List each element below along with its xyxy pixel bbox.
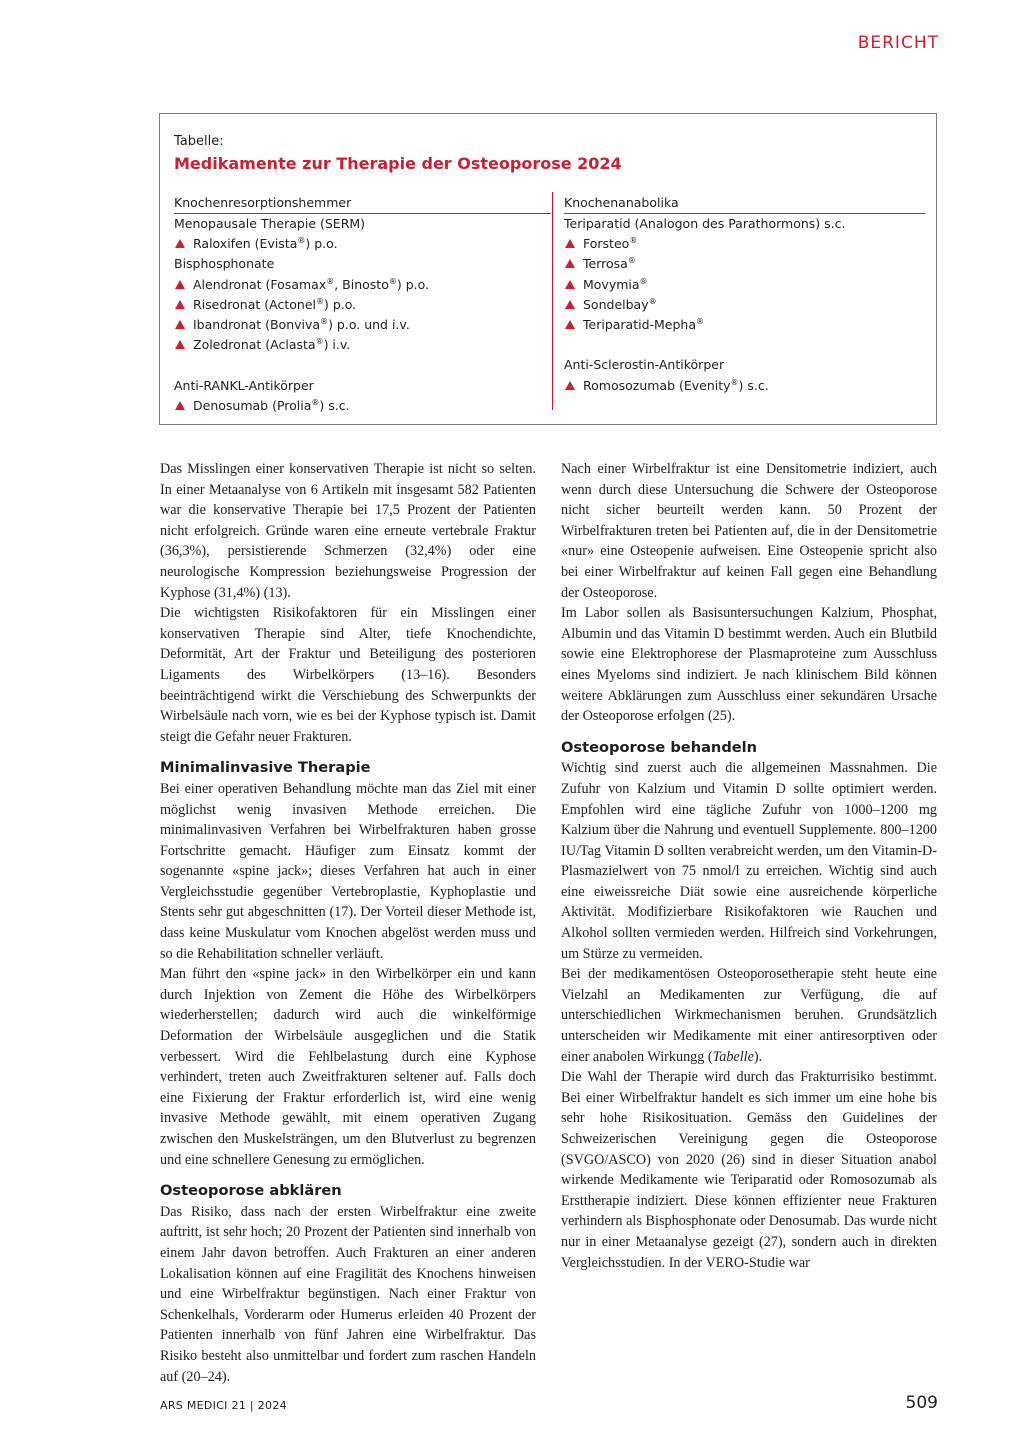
section-heading-minimalinvasive: Minimalinvasive Therapie <box>160 759 371 777</box>
text-column-left <box>160 459 536 1387</box>
table-item: Movymia® <box>564 275 925 295</box>
table-item: Teriparatid-Mepha® <box>564 315 925 335</box>
paragraph: Die wichtigsten Risikofaktoren für ein Misslingen einer konservativen Therapie sind Alter, tiefe Knochendichte, Deformität, Art der Fraktur und Beteiligung des posterioren Ligaments des Wirbelkörpers (13–16). Besonders beeinträchtigend wirkt die Verschiebung des Schwerpunkts der Wirbelsäule nach vorn, wie es bei der Kyphose typisch ist. Damit steigt die Gefahr neuer Frakturen. <box>160 605 536 745</box>
table-label: Tabelle: <box>174 134 224 149</box>
table-item: Denosumab (Prolia®) s.c. <box>174 396 551 416</box>
triangle-bullet-icon <box>175 401 185 410</box>
text-column-right <box>561 459 937 1273</box>
table-category: Anti-Sclerostin-Antikörper <box>564 357 725 373</box>
triangle-bullet-icon <box>565 300 575 309</box>
section-label: BERICHT <box>857 33 939 53</box>
table-category: Teriparatid (Analogon des Parathormons) s.c. <box>564 216 846 231</box>
table-right-column <box>564 194 925 396</box>
table-category: Bisphosphonate <box>174 256 275 272</box>
table-item: Sondelbay® <box>564 295 925 315</box>
table-item: Forsteo® <box>564 234 925 254</box>
medication-table <box>159 113 937 425</box>
paragraph: Wichtig sind zuerst auch die allgemeinen Massnahmen. Die Zufuhr von Kalzium und Vitamin D sollte optimiert werden. Empfohlen wird eine tägliche Zufuhr von 1000–1200 mg Kalzium über die Nahrung und eventuell Supplemente. 800–1200 IU/Tag Vitamin D sollten verabreicht werden, um den Vitamin-D-Plasmazielwert von 75 nmol/l zu erreichen. Wichtig sind auch eine eiweissreiche Diät sowie eine ausreichende körperliche Aktivität. Modifizierbare Risikofaktoren wie Rauchen und Alkohol sollten vermieden werden. Hilfreich sind Vorkehrungen, um Stürze zu vermeiden. <box>561 760 937 962</box>
spacer <box>174 355 551 375</box>
triangle-bullet-icon <box>565 320 575 329</box>
triangle-bullet-icon <box>175 280 185 289</box>
paragraph: Bei einer operativen Behandlung möchte man das Ziel mit einer möglichst wenig invasiven Methode erreichen. Die minimalinvasiven Verfahren bei Wirbelfrakturen haben grosse Fortschritte gemacht. Häufiger zum Einsatz kommt der sogenannte «spine jack»; dieses Verfahren hat auch in einer Vergleichsstudie gegenüber Vertebroplastie, Kyphoplastie und Stents sehr gut abgeschnitten (17). Der Vorteil dieser Methode ist, dass keine Muskulatur vom Knochen abgelöst werden muss und so die Rehabilitation schneller verläuft. <box>160 780 536 962</box>
triangle-bullet-icon <box>565 259 575 268</box>
spacer <box>564 335 925 355</box>
paragraph: Nach einer Wirbelfraktur ist eine Densitometrie indiziert, auch wenn durch diese Untersuchung die Schwere der Osteoporose nicht sicher beurteilt werden kann. 50 Prozent der Wirbelfrakturen treten bei Patienten auf, die in der Densitometrie «nur» eine Osteopenie aufweisen. Eine Osteopenie spricht also bei einer Wirbelfraktur auf keinen Fall gegen eine Behandlung der Osteoporose. <box>561 461 937 601</box>
triangle-bullet-icon <box>175 239 185 248</box>
section-heading-behandeln: Osteoporose behandeln <box>561 738 758 756</box>
paragraph: Im Labor sollen als Basisuntersuchungen Kalzium, Phosphat, Albumin und das Vitamin D bestimmt werden. Auch ein Blutbild sowie eine Elektrophorese der Plasmaproteine zum Ausschluss eines Myeloms sind indiziert. Je nach klinischem Bild können weitere Abklärungen zum Ausschluss einer sekundären Ursache der Osteoporose erfolgen (25). <box>561 605 937 725</box>
table-item: Terrosa® <box>564 254 925 274</box>
right-column-header: Knochenanabolika <box>564 194 925 214</box>
table-category: Anti-RANKL-Antikörper <box>174 377 314 393</box>
page-number: 509 <box>905 1393 938 1413</box>
table-item: Zoledronat (Aclasta®) i.v. <box>174 335 551 355</box>
table-item: Alendronat (Fosamax®, Binosto®) p.o. <box>174 275 551 295</box>
triangle-bullet-icon <box>175 320 185 329</box>
table-item: Raloxifen (Evista®) p.o. <box>174 234 551 254</box>
paragraph: Das Risiko, dass nach der ersten Wirbelfraktur eine zweite auftritt, ist sehr hoch; 20 Prozent der Patienten sind innerhalb von einem Jahr davon betroffen. Auch Frakturen an einer anderen Lokalisation können auf eine Fragilität des Knochens hinweisen und eine Wirbelfraktur begünstigen. Nach einer Fraktur von Schenkelhals, Vorderarm oder Humerus erleiden 40 Prozent der Patienten innerhalb von fünf Jahren eine Wirbelfraktur. Das Risiko besteht also unmittelbar und fordert zum raschen Handeln auf (20–24). <box>160 1203 536 1385</box>
triangle-bullet-icon <box>565 239 575 248</box>
paragraph: Das Misslingen einer konservativen Therapie ist nicht so selten. In einer Metaanalyse von 6 Artikeln mit insgesamt 582 Patienten war die konservative Therapie bei 17,5 Prozent der Patienten nicht erfolgreich. Gründe waren eine erneute vertebrale Fraktur (36,3%), persistierende Schmerzen (32,4%) oder eine neurologische Kompression beziehungsweise Progression der Kyphose (31,4%) (13). <box>160 461 536 601</box>
table-item: Risedronat (Actonel®) p.o. <box>174 295 551 315</box>
triangle-bullet-icon <box>565 381 575 390</box>
paragraph: Bei der medikamentösen Osteoporosetherapie steht heute eine Vielzahl an Medikamenten zur Verfügung, die auf unterschiedlichen Wirkmechanismen beruhen. Grundsätzlich unterscheiden wir Medikamente mit einer antiresorptiven oder einer anabolen Wirkungg (Tabelle). <box>561 966 937 1065</box>
table-left-column <box>174 194 551 416</box>
table-reference: Tabelle <box>712 1048 754 1065</box>
triangle-bullet-icon <box>175 340 185 349</box>
paragraph: Man führt den «spine jack» in den Wirbelkörper ein und kann durch Injektion von Zement die Höhe des Wirbelkörpers wiederherstellen; dadurch wird auch die winkelförmige Deformation der Wirbelsäule ausgeglichen und die Statik verbessert. Wird die Fehlbelastung durch eine Kyphose verhindert, treten auch Zweitfrakturen seltener auf. Falls doch eine Fixierung der Fraktur erforderlich ist, wird eine wenig invasive Methode gewählt, mit einem operativen Zugang zwischen den Muskelsträngen, um den Blutverlust zu begrenzen und eine schnellere Genesung zu ermöglichen. <box>160 966 536 1168</box>
section-heading-abklaeren: Osteoporose abklären <box>160 1182 342 1200</box>
table-item: Romosozumab (Evenity®) s.c. <box>564 376 925 396</box>
table-title: Medikamente zur Therapie der Osteoporose 2024 <box>174 154 622 173</box>
table-category: Menopausale Therapie (SERM) <box>174 216 366 231</box>
journal-footer: ARS MEDICI 21 | 2024 <box>160 1399 287 1412</box>
left-column-header: Knochenresorptionshemmer <box>174 194 551 214</box>
triangle-bullet-icon <box>565 280 575 289</box>
triangle-bullet-icon <box>175 300 185 309</box>
table-item: Ibandronat (Bonviva®) p.o. und i.v. <box>174 315 551 335</box>
paragraph: Die Wahl der Therapie wird durch das Frakturrisiko bestimmt. Bei einer Wirbelfraktur handelt es sich immer um eine hohe bis sehr hohe Risikosituation. Gemäss den Guidelines der Schweizerischen Vereinigung gegen die Osteoporose (SVGO/ASCO) von 2020 (26) sind in dieser Situation anabol wirkende Medikamente wie Teriparatid oder Romosozumab als Ersttherapie indiziert. Diese können effizienter neue Frakturen verhindern als Bisphosphonate oder Denosumab. Das wurde nicht nur in einer Metaanalyse gezeigt (27), sondern auch in direkten Vergleichsstudien. In der VERO-Studie war <box>561 1069 937 1271</box>
column-divider <box>552 192 553 410</box>
